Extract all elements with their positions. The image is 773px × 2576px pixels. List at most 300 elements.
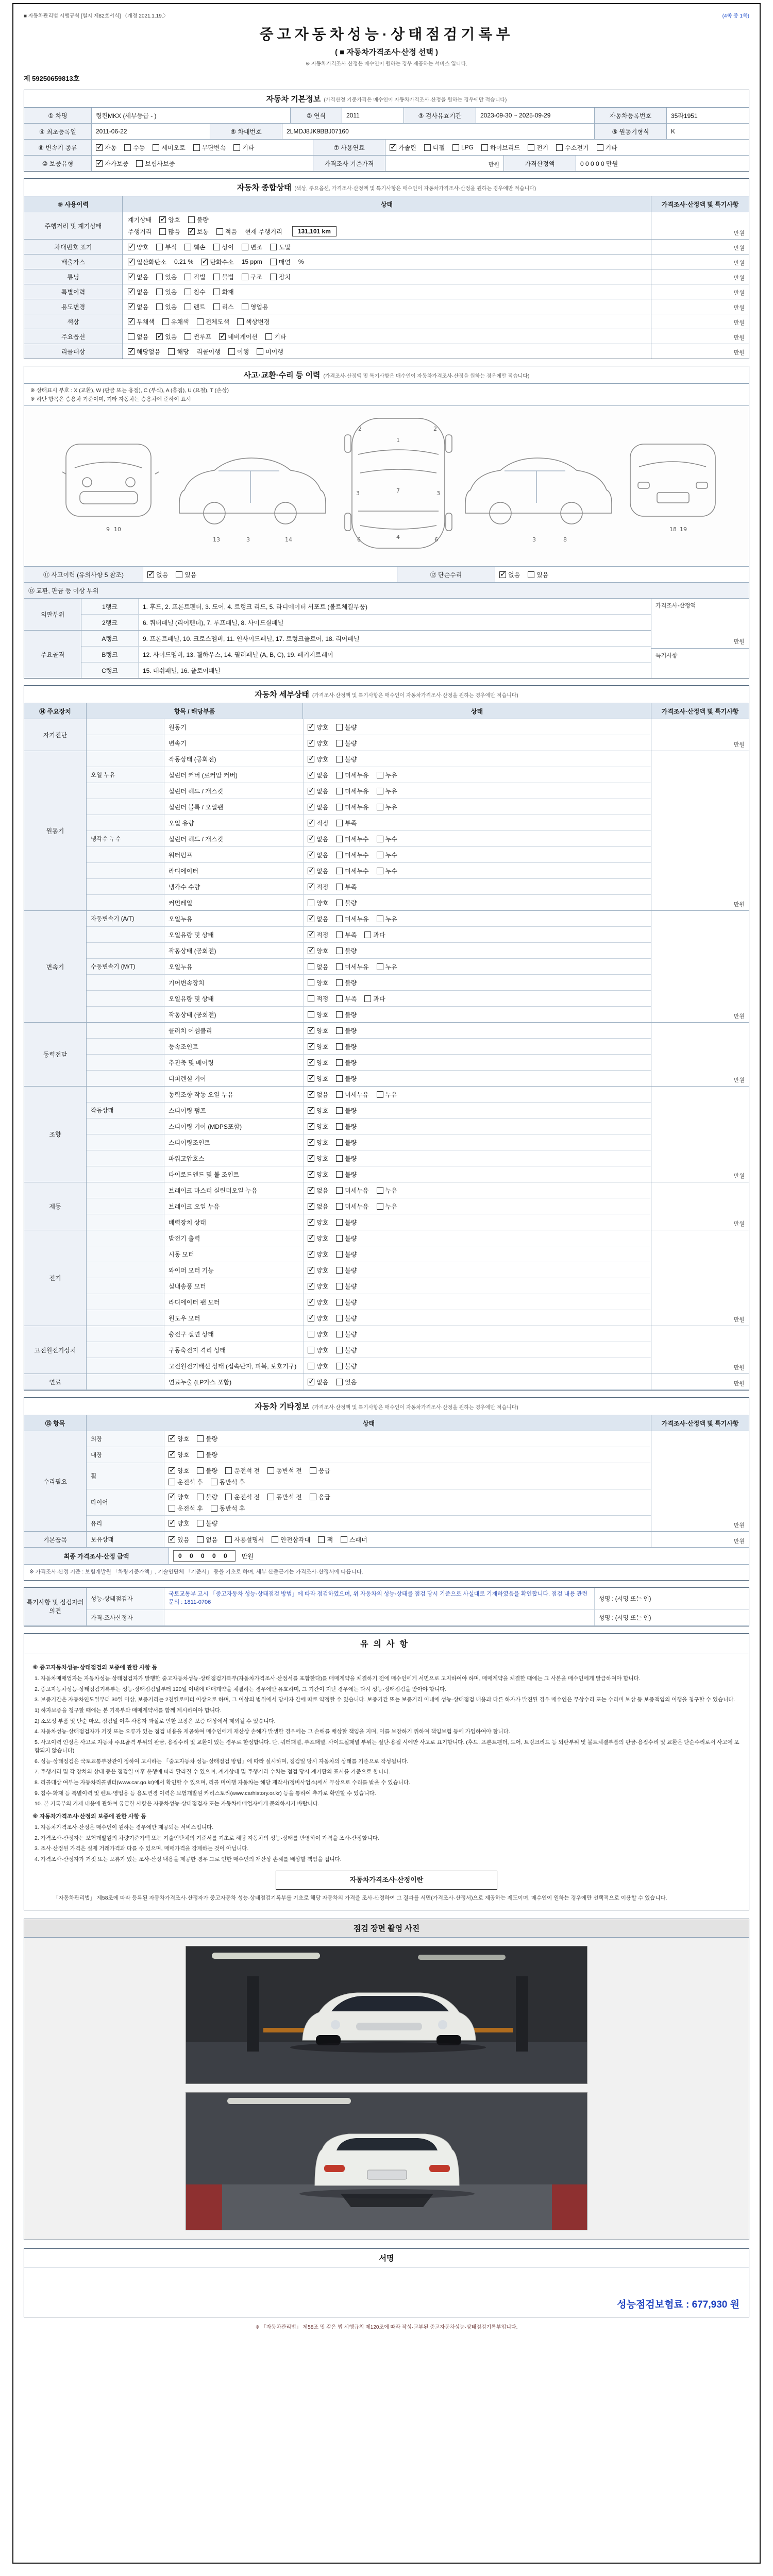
checkbox[interactable] xyxy=(213,274,220,280)
checkbox[interactable] xyxy=(257,348,263,355)
checkbox[interactable] xyxy=(308,1267,314,1274)
checkbox[interactable] xyxy=(336,995,343,1002)
checkbox[interactable] xyxy=(336,1011,343,1018)
checkbox[interactable] xyxy=(308,947,314,954)
sub-group-label xyxy=(87,1342,164,1358)
checkbox[interactable] xyxy=(184,303,191,310)
checkbox[interactable] xyxy=(377,1203,383,1210)
checkbox[interactable] xyxy=(308,1059,314,1066)
state-line xyxy=(128,301,646,312)
sub-group-label: 냉각수 누수 xyxy=(87,831,164,846)
checkbox[interactable] xyxy=(336,1043,343,1050)
checkbox[interactable] xyxy=(308,1043,314,1050)
option-label: 있음 xyxy=(345,1378,357,1386)
checkbox[interactable] xyxy=(336,947,343,954)
checkbox[interactable] xyxy=(308,1251,314,1258)
checkbox[interactable] xyxy=(272,1536,278,1543)
checkbox[interactable] xyxy=(159,216,166,223)
notice-item: 1) 하자보증을 청구할 때에는 본 기록부와 매매계약서를 함께 제시하여야 합니다. xyxy=(35,1707,222,1714)
checkbox[interactable] xyxy=(528,571,534,578)
checkbox[interactable] xyxy=(128,348,135,355)
option xyxy=(336,739,357,748)
checkbox[interactable] xyxy=(336,1091,343,1098)
notice-item: 3. 보증기간은 자동차인도일부터 30일 이상, 보증거리는 2천킬로미터 이상으로 하며, 그 이상의 범위에서 당사자 간에 따로 약정할 수 있습니다. 보증기간 또는 보증거리 이내에 성능·상태점검 내용과 다른 하자가 발견된 경우 매수인은 무상수리 또는 수리비 보상 등 보증책임의 이행을 청구할 수 있습니다. xyxy=(35,1697,735,1703)
checkbox[interactable] xyxy=(242,303,248,310)
option-label: 불량 xyxy=(345,1298,357,1306)
state-options xyxy=(303,991,651,1006)
checkbox[interactable] xyxy=(308,1171,314,1178)
checkbox[interactable] xyxy=(336,1219,343,1226)
checkbox[interactable] xyxy=(201,259,208,265)
checkbox[interactable] xyxy=(310,1494,316,1500)
option-label: 불량 xyxy=(345,1155,357,1162)
option xyxy=(128,215,152,224)
option xyxy=(336,1250,357,1259)
checkbox[interactable] xyxy=(225,1494,232,1500)
option xyxy=(211,1504,245,1513)
option xyxy=(184,287,205,296)
option xyxy=(225,1493,260,1501)
checkbox[interactable] xyxy=(270,259,277,265)
checkbox[interactable] xyxy=(308,916,314,922)
option xyxy=(336,1378,357,1386)
checkbox[interactable] xyxy=(556,144,563,151)
option xyxy=(336,867,368,875)
state-line xyxy=(169,1502,647,1514)
checkbox[interactable] xyxy=(96,144,103,151)
detail-row xyxy=(87,1310,651,1326)
sub-group-label xyxy=(87,1055,164,1070)
option xyxy=(308,1122,328,1131)
sub-group-label: 자동변속기 (A/T) xyxy=(87,911,164,926)
valuation-definition-text: 「자동차관리법」 제58조에 따라 등록된 자동차가격조사·산정자가 중고자동차 성능·상태점검기록부를 기초로 해당 자동차의 가격을 조사·산정하여 그 결과를 서면(가격조사·산정서)으로 제공하는 제도이며, 매수인이 원하는 경우에만 선택적으로 이용할 수 있습니다. xyxy=(53,1894,667,1901)
checkbox[interactable] xyxy=(169,1467,175,1474)
checkbox[interactable] xyxy=(308,979,314,986)
checkbox[interactable] xyxy=(336,979,343,986)
overall-row xyxy=(24,212,749,240)
notice-item: 2) 소모성 부품 및 단순 마모, 점검일 이후 사용자 과실로 인한 고장은 보증 대상에서 제외될 수 있습니다. xyxy=(35,1718,276,1724)
checkbox[interactable] xyxy=(377,963,383,970)
checkbox[interactable] xyxy=(211,1479,217,1485)
checkbox[interactable] xyxy=(336,1059,343,1066)
svg-text:3: 3 xyxy=(436,490,440,497)
checkbox[interactable] xyxy=(336,900,343,906)
checkbox[interactable] xyxy=(336,1315,343,1321)
checkbox[interactable] xyxy=(128,244,135,250)
option-label: 양호 xyxy=(177,1467,190,1475)
checkbox[interactable] xyxy=(242,244,248,250)
checkbox[interactable] xyxy=(336,1299,343,1306)
option xyxy=(336,787,368,795)
checkbox[interactable] xyxy=(270,274,277,280)
option-label: 양호 xyxy=(316,1250,329,1258)
detail-row xyxy=(87,1087,651,1102)
option xyxy=(310,1466,330,1475)
option-label: 리스 xyxy=(222,303,234,311)
option xyxy=(308,1378,328,1386)
option xyxy=(377,803,397,811)
checkbox[interactable] xyxy=(197,1494,204,1500)
option-label: 자동 xyxy=(105,144,117,151)
checkbox[interactable] xyxy=(184,244,191,250)
overall-row xyxy=(24,329,749,344)
checkbox[interactable] xyxy=(156,289,163,295)
checkbox[interactable] xyxy=(336,740,343,747)
detail-row xyxy=(87,1102,651,1118)
checkbox[interactable] xyxy=(341,1536,347,1543)
checkbox[interactable] xyxy=(308,868,314,874)
checkbox[interactable] xyxy=(336,756,343,762)
option xyxy=(481,143,520,152)
checkbox[interactable] xyxy=(233,144,240,151)
checkbox[interactable] xyxy=(528,144,534,151)
checkbox[interactable] xyxy=(308,1347,314,1353)
option-label: 적정 xyxy=(316,995,329,1003)
checkbox[interactable] xyxy=(377,836,383,842)
checkbox[interactable] xyxy=(597,144,603,151)
checkbox[interactable] xyxy=(336,1347,343,1353)
checkbox[interactable] xyxy=(336,1379,343,1385)
option-label: 적정 xyxy=(316,931,329,939)
sub-group-label xyxy=(87,943,164,958)
checkbox[interactable] xyxy=(336,1107,343,1114)
option-label: 계기상태 xyxy=(128,216,152,224)
checkbox[interactable] xyxy=(308,1363,314,1369)
checkbox[interactable] xyxy=(228,348,235,355)
checkbox[interactable] xyxy=(308,836,314,842)
checkbox[interactable] xyxy=(377,804,383,810)
checkbox[interactable] xyxy=(481,144,488,151)
checkbox[interactable] xyxy=(128,333,135,340)
option xyxy=(336,1362,357,1370)
fuel-options xyxy=(385,140,749,155)
checkbox[interactable] xyxy=(308,1187,314,1194)
checkbox[interactable] xyxy=(336,1363,343,1369)
checkbox[interactable] xyxy=(452,144,459,151)
option xyxy=(377,1090,397,1099)
section-notice xyxy=(24,1633,749,1910)
price-cell: 만원 xyxy=(651,314,749,329)
option-label: 불량 xyxy=(345,1314,357,1322)
checkbox[interactable] xyxy=(128,303,135,310)
checkbox[interactable] xyxy=(308,963,314,970)
checkbox[interactable] xyxy=(336,1075,343,1082)
option-label: 운전석 후 xyxy=(177,1504,203,1512)
checkbox[interactable] xyxy=(336,884,343,890)
checkbox[interactable] xyxy=(336,724,343,731)
checkbox[interactable] xyxy=(188,216,195,223)
option xyxy=(308,771,328,779)
option-label: 부족 xyxy=(345,995,357,1003)
checkbox[interactable] xyxy=(336,820,343,826)
checkbox[interactable] xyxy=(169,1435,175,1442)
checkbox[interactable] xyxy=(308,1123,314,1130)
option-label: 누유 xyxy=(385,803,397,811)
checkbox[interactable] xyxy=(336,1235,343,1242)
checkbox[interactable] xyxy=(197,1435,204,1442)
checkbox[interactable] xyxy=(336,931,343,938)
option xyxy=(211,1478,245,1486)
checkbox[interactable] xyxy=(308,1203,314,1210)
option-label: 있음 xyxy=(165,333,177,341)
checkbox[interactable] xyxy=(377,916,383,922)
checkbox[interactable] xyxy=(336,1171,343,1178)
checkbox[interactable] xyxy=(308,1011,314,1018)
item-label: 충전구 절연 상태 xyxy=(164,1326,303,1342)
option xyxy=(336,835,368,843)
checkbox[interactable] xyxy=(169,1505,175,1512)
checkbox[interactable] xyxy=(308,756,314,762)
checkbox[interactable] xyxy=(128,274,135,280)
sub-group-label xyxy=(87,735,164,751)
state-options xyxy=(303,1055,651,1070)
overall-row xyxy=(24,344,749,359)
checkbox[interactable] xyxy=(169,1494,175,1500)
section-title-text: 자동차 세부상태 xyxy=(255,690,309,699)
checkbox[interactable] xyxy=(197,1520,204,1527)
checkbox[interactable] xyxy=(308,931,314,938)
checkbox[interactable] xyxy=(308,1315,314,1321)
checkbox[interactable] xyxy=(364,931,371,938)
checkbox[interactable] xyxy=(153,144,159,151)
option-label: 양호 xyxy=(137,243,149,251)
option-label: 기타 xyxy=(605,144,617,151)
option-label: 렌트 xyxy=(193,303,206,311)
checkbox[interactable] xyxy=(308,1299,314,1306)
checkbox[interactable] xyxy=(96,160,103,167)
option xyxy=(225,1535,264,1544)
checkbox[interactable] xyxy=(336,1283,343,1290)
checkbox[interactable] xyxy=(336,836,343,842)
checkbox[interactable] xyxy=(159,228,166,235)
checkbox[interactable] xyxy=(308,1107,314,1114)
price-cell: 만원 xyxy=(651,1326,749,1374)
checkbox[interactable] xyxy=(184,274,191,280)
rank-items: 9. 프론트패널, 10. 크로스멤버, 11. 인사이드패널, 17. 트렁크플로어, 18. 리어패널 xyxy=(138,631,651,646)
option xyxy=(197,1450,217,1459)
checkbox[interactable] xyxy=(336,868,343,874)
checkbox[interactable] xyxy=(377,852,383,858)
checkbox[interactable] xyxy=(308,1283,314,1290)
checkbox[interactable] xyxy=(270,244,277,250)
option xyxy=(169,1434,189,1443)
checkbox[interactable] xyxy=(136,160,143,167)
checkbox[interactable] xyxy=(336,772,343,778)
checkbox[interactable] xyxy=(390,144,396,151)
checkbox[interactable] xyxy=(308,1139,314,1146)
checkbox[interactable] xyxy=(267,1494,274,1500)
checkbox[interactable] xyxy=(336,1187,343,1194)
checkbox[interactable] xyxy=(377,772,383,778)
option-label: 양호 xyxy=(316,1139,329,1146)
option xyxy=(308,819,328,827)
option xyxy=(364,930,385,939)
rank-row xyxy=(81,599,651,614)
option xyxy=(336,755,357,764)
checkbox[interactable] xyxy=(156,303,163,310)
checkbox[interactable] xyxy=(308,1027,314,1034)
checkbox[interactable] xyxy=(308,788,314,794)
checkbox[interactable] xyxy=(424,144,431,151)
checkbox[interactable] xyxy=(308,884,314,890)
checkbox[interactable] xyxy=(169,1520,175,1527)
simple-repair-options xyxy=(495,567,749,582)
option xyxy=(336,914,368,923)
option-label: 불량 xyxy=(345,1027,357,1035)
checkbox[interactable] xyxy=(308,1075,314,1082)
rank-row xyxy=(81,662,651,678)
checkbox[interactable] xyxy=(336,852,343,858)
column-header: 항목 / 해당부품 xyxy=(86,703,303,719)
checkbox[interactable] xyxy=(310,1467,316,1474)
checkbox[interactable] xyxy=(197,318,204,325)
state-options xyxy=(303,1150,651,1166)
option-label: 스패너 xyxy=(349,1536,367,1544)
detail-row xyxy=(87,1038,651,1054)
price-cell: 만원 xyxy=(651,212,749,239)
checkbox[interactable] xyxy=(308,820,314,826)
option-label: 적정 xyxy=(316,883,329,891)
checkbox[interactable] xyxy=(213,244,220,250)
checkbox[interactable] xyxy=(169,1536,175,1543)
checkbox[interactable] xyxy=(336,1123,343,1130)
checkbox[interactable] xyxy=(213,289,220,295)
detail-row xyxy=(87,735,651,751)
checkbox[interactable] xyxy=(197,1467,204,1474)
option xyxy=(452,144,474,151)
option xyxy=(188,227,209,236)
checkbox[interactable] xyxy=(162,318,169,325)
checkbox[interactable] xyxy=(308,995,314,1002)
checkbox[interactable] xyxy=(156,244,163,250)
option xyxy=(245,227,282,236)
svg-text:1: 1 xyxy=(396,437,400,444)
checkbox[interactable] xyxy=(184,333,191,340)
checkbox[interactable] xyxy=(168,348,175,355)
checkbox[interactable] xyxy=(213,303,220,310)
checkbox[interactable] xyxy=(197,1451,204,1458)
checkbox[interactable] xyxy=(308,724,314,731)
option xyxy=(308,1314,328,1323)
option-label: 전체도색 xyxy=(205,318,229,326)
checkbox[interactable] xyxy=(336,1027,343,1034)
checkbox[interactable] xyxy=(336,963,343,970)
option-label: 없음 xyxy=(316,1202,329,1210)
inspector-role-label: 가격·조사산정자 xyxy=(87,1610,164,1625)
checkbox[interactable] xyxy=(336,1251,343,1258)
checkbox[interactable] xyxy=(336,1267,343,1274)
checkbox[interactable] xyxy=(308,772,314,778)
checkbox[interactable] xyxy=(336,788,343,794)
checkbox[interactable] xyxy=(336,1331,343,1337)
checkbox[interactable] xyxy=(336,1203,343,1210)
notice-item: 1. 자동차가격조사·산정은 매수인이 원하는 경우에만 제공되는 서비스입니다. xyxy=(35,1824,214,1831)
checkbox[interactable] xyxy=(169,1479,175,1485)
checkbox[interactable] xyxy=(336,804,343,810)
checkbox[interactable] xyxy=(377,868,383,874)
option xyxy=(267,1493,302,1501)
checkbox[interactable] xyxy=(308,1331,314,1337)
section-etc-title xyxy=(24,1398,749,1415)
state-cell xyxy=(122,284,651,299)
option xyxy=(128,227,152,236)
checkbox[interactable] xyxy=(308,1219,314,1226)
checkbox[interactable] xyxy=(364,995,371,1002)
checkbox[interactable] xyxy=(242,274,248,280)
option xyxy=(156,287,177,296)
checkbox[interactable] xyxy=(308,740,314,747)
checkbox[interactable] xyxy=(197,1536,204,1543)
checkbox[interactable] xyxy=(128,318,135,325)
checkbox[interactable] xyxy=(336,916,343,922)
checkbox[interactable] xyxy=(308,1091,314,1098)
checkbox[interactable] xyxy=(128,289,135,295)
option-label: 있음 xyxy=(165,303,177,311)
checkbox[interactable] xyxy=(216,228,223,235)
checkbox[interactable] xyxy=(377,1187,383,1194)
checkbox[interactable] xyxy=(377,788,383,794)
state-options xyxy=(303,831,651,846)
checkbox[interactable] xyxy=(184,289,191,295)
state-line xyxy=(128,256,646,267)
checkbox[interactable] xyxy=(267,1467,274,1474)
option-label: 디젤 xyxy=(432,144,445,151)
option xyxy=(225,1466,260,1475)
checkbox[interactable] xyxy=(225,1536,232,1543)
checkbox[interactable] xyxy=(211,1505,217,1512)
checkbox[interactable] xyxy=(377,1091,383,1098)
checkbox[interactable] xyxy=(499,571,506,578)
checkbox[interactable] xyxy=(308,1235,314,1242)
state-options xyxy=(303,1294,651,1310)
checkbox[interactable] xyxy=(169,1451,175,1458)
option xyxy=(156,332,177,341)
checkbox[interactable] xyxy=(308,852,314,858)
checkbox[interactable] xyxy=(336,1155,343,1162)
state-options xyxy=(303,927,651,942)
checkbox[interactable] xyxy=(336,1139,343,1146)
option xyxy=(336,1234,357,1243)
checkbox[interactable] xyxy=(124,144,131,151)
checkbox[interactable] xyxy=(147,571,154,578)
item-label: 실린더 헤드 / 개스킷 xyxy=(164,783,303,799)
checkbox[interactable] xyxy=(308,1155,314,1162)
checkbox[interactable] xyxy=(265,333,272,340)
checkbox[interactable] xyxy=(219,333,226,340)
checkbox[interactable] xyxy=(176,571,182,578)
checkbox[interactable] xyxy=(156,333,163,340)
sub-group-label xyxy=(87,1118,164,1134)
option xyxy=(308,1106,328,1115)
checkbox[interactable] xyxy=(308,900,314,906)
checkbox[interactable] xyxy=(308,1379,314,1385)
option-label: 누유 xyxy=(385,1202,397,1210)
option xyxy=(242,258,262,265)
option xyxy=(341,1535,367,1544)
checkbox[interactable] xyxy=(193,144,200,151)
checkbox[interactable] xyxy=(156,274,163,280)
rank-items: 6. 쿼터패널 (리어펜더), 7. 루프패널, 8. 사이드실패널 xyxy=(138,615,651,630)
checkbox[interactable] xyxy=(318,1536,325,1543)
checkbox[interactable] xyxy=(237,318,244,325)
option-label: 미세누유 xyxy=(345,1091,369,1098)
checkbox[interactable] xyxy=(188,228,195,235)
item-label: 디퍼렌셜 기어 xyxy=(164,1071,303,1086)
checkbox[interactable] xyxy=(225,1467,232,1474)
checkbox[interactable] xyxy=(308,804,314,810)
checkbox[interactable] xyxy=(128,259,135,265)
sub-group-label xyxy=(87,1262,164,1278)
